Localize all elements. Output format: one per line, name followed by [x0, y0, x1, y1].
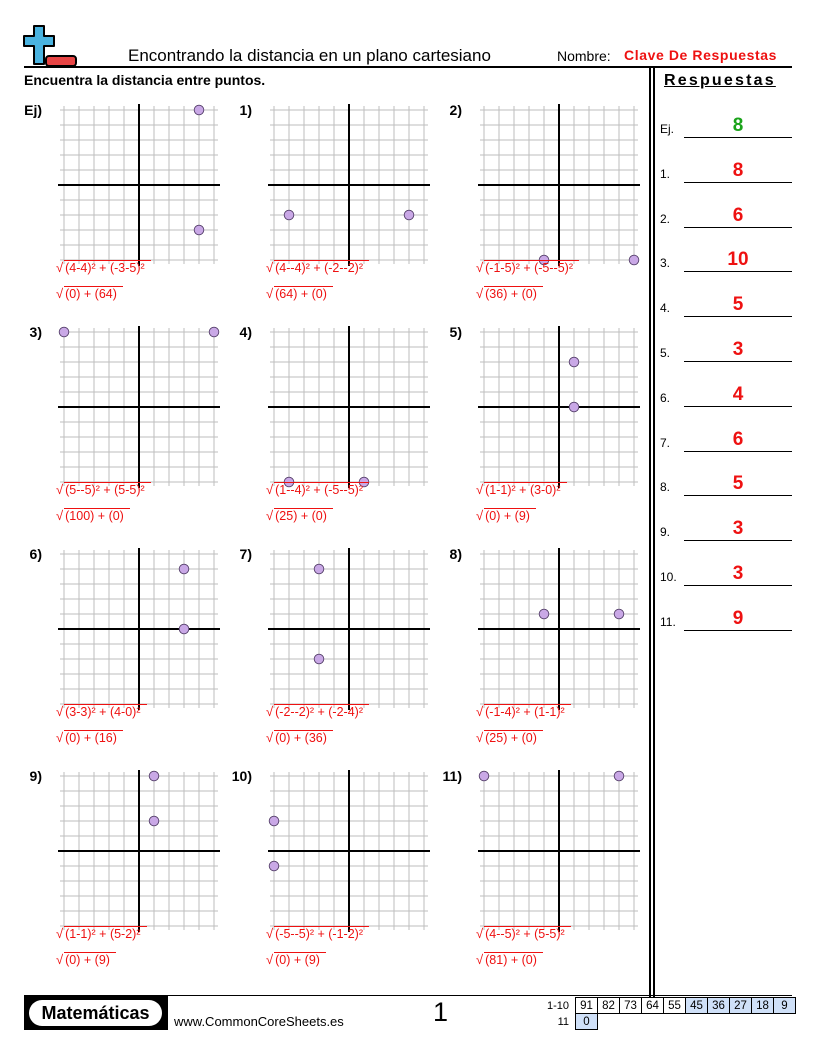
square-root-icon: √	[56, 926, 64, 941]
plotted-point	[269, 861, 279, 871]
plotted-point	[539, 609, 549, 619]
answer-row	[660, 287, 792, 317]
plotted-point	[179, 624, 189, 634]
plotted-point	[284, 210, 294, 220]
coordinate-grid	[268, 326, 430, 488]
distance-formula: √ (1-1)² + (5-2)²	[56, 926, 147, 942]
distance-formula: √ (-1-5)² + (-5--5)²	[476, 260, 579, 276]
coordinate-grid	[478, 548, 640, 710]
problem-2	[420, 102, 620, 312]
score-cell: 0	[576, 1014, 598, 1030]
coordinate-grid	[58, 770, 220, 932]
answer-value: 3	[732, 563, 744, 584]
answer-value: 5	[732, 294, 744, 316]
square-root-icon: √	[476, 926, 484, 941]
plotted-point	[614, 771, 624, 781]
distance-simplified: √ (25) + (0)	[266, 508, 333, 524]
square-root-icon: √	[266, 508, 274, 523]
plotted-point	[404, 210, 414, 220]
answer-value: 10	[727, 249, 749, 271]
plotted-point	[629, 255, 639, 265]
square-root-icon: √	[56, 704, 64, 719]
square-root-icon: √	[56, 730, 64, 745]
answer-blank[interactable]	[684, 451, 792, 452]
answer-row	[660, 422, 792, 452]
answer-value: 8	[732, 159, 744, 181]
plotted-point	[149, 771, 159, 781]
answer-blank[interactable]	[684, 406, 792, 407]
square-root-icon: √	[476, 508, 484, 523]
distance-simplified: √ (0) + (9)	[476, 508, 536, 524]
answer-number: 3.	[660, 256, 671, 271]
answer-blank[interactable]	[684, 495, 792, 496]
problem-number: 3)	[29, 324, 42, 340]
score-table	[528, 997, 796, 1030]
problem-9	[0, 768, 200, 978]
problem-6	[0, 546, 200, 756]
distance-simplified: √ (81) + (0)	[476, 952, 543, 968]
score-cell: 36	[708, 998, 730, 1014]
problem-number: 5)	[449, 324, 462, 340]
answer-row	[660, 511, 792, 541]
plotted-point	[314, 564, 324, 574]
answer-value: 6	[732, 428, 744, 450]
score-cell: 45	[686, 998, 708, 1014]
answer-value: 9	[732, 607, 744, 629]
distance-simplified: √ (100) + (0)	[56, 508, 130, 524]
answer-row	[660, 108, 792, 138]
plotted-point	[149, 816, 159, 826]
score-cell: 9	[774, 998, 796, 1014]
answer-row	[660, 198, 792, 228]
page-title: Encontrando la distancia en un plano cartesiano	[128, 46, 491, 65]
answer-number: 10.	[660, 570, 677, 584]
answer-value: 8	[732, 115, 744, 136]
answer-row	[660, 556, 792, 586]
distance-formula: √ (-1-4)² + (1-1)²	[476, 704, 571, 720]
distance-simplified: √ (0) + (9)	[266, 952, 326, 968]
score-cell: 82	[598, 998, 620, 1014]
answer-blank[interactable]	[684, 227, 792, 228]
answer-row	[660, 242, 792, 272]
column-divider	[649, 67, 651, 997]
score-row-label: 1-10	[546, 999, 569, 1012]
square-root-icon: √	[476, 482, 484, 497]
answer-row	[660, 466, 792, 496]
problem-1	[210, 102, 410, 312]
plotted-point	[569, 402, 579, 412]
distance-formula: √ (1-1)² + (3-0)²	[476, 482, 567, 498]
square-root-icon: √	[476, 286, 484, 301]
answer-number: 4.	[660, 301, 671, 316]
problem-number: 1)	[239, 102, 252, 118]
square-root-icon: √	[476, 952, 484, 967]
square-root-icon: √	[266, 926, 274, 941]
answer-value: 6	[732, 204, 744, 226]
plus-minus-logo-icon	[22, 24, 80, 68]
distance-simplified: √ (0) + (16)	[56, 730, 123, 746]
answer-number: 9.	[660, 525, 671, 540]
score-cell: 55	[664, 998, 686, 1014]
distance-formula: √ (4-4)² + (-3-5)²	[56, 260, 151, 276]
square-root-icon: √	[56, 286, 64, 301]
problem-number: 2)	[449, 102, 462, 118]
distance-simplified: √ (0) + (36)	[266, 730, 333, 746]
problem-number: 10)	[231, 768, 252, 784]
problem-4	[210, 324, 410, 534]
coordinate-grid	[478, 326, 640, 488]
coordinate-grid	[268, 104, 430, 266]
answer-blank[interactable]	[684, 630, 792, 631]
answer-blank[interactable]	[684, 137, 792, 138]
answer-row	[660, 153, 792, 183]
square-root-icon: √	[266, 952, 274, 967]
brand-label: Matemáticas	[29, 1000, 162, 1026]
problem-8	[420, 546, 620, 756]
plotted-point	[59, 327, 69, 337]
answer-blank[interactable]	[684, 316, 792, 317]
problem-0	[0, 102, 200, 312]
score-cell: 18	[752, 998, 774, 1014]
distance-formula: √ (-5--5)² + (-1-2)²	[266, 926, 369, 942]
score-cell: 73	[620, 998, 642, 1014]
plotted-point	[179, 564, 189, 574]
distance-formula: √ (4--4)² + (-2--2)²	[266, 260, 369, 276]
plotted-point	[614, 609, 624, 619]
answer-number: 11.	[660, 614, 676, 629]
distance-formula: √ (-2--2)² + (-2-4)²	[266, 704, 369, 720]
distance-formula: √ (1--4)² + (-5--5)²	[266, 482, 369, 498]
distance-simplified: √ (64) + (0)	[266, 286, 333, 302]
answer-number: Ej.	[660, 122, 675, 136]
distance-simplified: √ (0) + (9)	[56, 952, 116, 968]
answer-number: 5.	[660, 346, 671, 360]
square-root-icon: √	[266, 260, 274, 275]
score-cell: 91	[576, 998, 598, 1014]
problem-11	[420, 768, 620, 978]
coordinate-grid	[478, 104, 640, 266]
answer-value: 4	[732, 383, 744, 405]
distance-formula: √ (5--5)² + (5-5)²	[56, 482, 151, 498]
square-root-icon: √	[266, 730, 274, 745]
name-value: Clave De Respuestas	[624, 47, 778, 63]
problem-number: 7)	[239, 546, 252, 562]
website-link[interactable]: www.CommonCoreSheets.es	[174, 1014, 344, 1029]
answer-value: 3	[732, 339, 744, 360]
coordinate-grid	[58, 104, 220, 266]
answer-blank[interactable]	[684, 271, 792, 272]
square-root-icon: √	[266, 286, 274, 301]
score-cell: 27	[730, 998, 752, 1014]
square-root-icon: √	[476, 260, 484, 275]
coordinate-grid	[58, 548, 220, 710]
problem-7	[210, 546, 410, 756]
plotted-point	[314, 654, 324, 664]
header-divider	[24, 66, 792, 68]
problem-10	[210, 768, 410, 978]
instructions: Encuentra la distancia entre puntos.	[24, 72, 266, 88]
score-row-label: 11	[557, 1015, 569, 1028]
page-number: 1	[433, 997, 449, 1027]
problem-3	[0, 324, 200, 534]
square-root-icon: √	[56, 508, 64, 523]
answer-value: 5	[732, 473, 744, 495]
answer-blank[interactable]	[684, 182, 792, 183]
problem-number: 4)	[239, 324, 252, 340]
answer-value: 3	[732, 518, 744, 540]
answer-number: 6.	[660, 390, 671, 405]
plotted-point	[479, 771, 489, 781]
answer-row	[660, 332, 792, 362]
answer-blank[interactable]	[684, 585, 792, 586]
problem-number: 6)	[29, 546, 42, 562]
coordinate-grid	[478, 770, 640, 932]
answer-number: 8.	[660, 480, 671, 495]
distance-simplified: √ (0) + (64)	[56, 286, 123, 302]
score-cell: 64	[642, 998, 664, 1014]
distance-simplified: √ (36) + (0)	[476, 286, 543, 302]
coordinate-grid	[268, 548, 430, 710]
answer-number: 2.	[660, 211, 671, 226]
distance-formula: √ (4--5)² + (5-5)²	[476, 926, 571, 942]
answer-blank[interactable]	[684, 540, 792, 541]
answer-blank[interactable]	[684, 361, 792, 362]
problem-5	[420, 324, 620, 534]
square-root-icon: √	[266, 704, 274, 719]
name-label: Nombre:	[557, 48, 611, 64]
square-root-icon: √	[56, 952, 64, 967]
square-root-icon: √	[56, 482, 64, 497]
answer-row	[660, 601, 792, 631]
square-root-icon: √	[476, 704, 484, 719]
column-divider	[653, 67, 655, 997]
problem-number: 8)	[449, 546, 462, 562]
distance-simplified: √ (25) + (0)	[476, 730, 543, 746]
coordinate-grid	[268, 770, 430, 932]
distance-formula: √ (3-3)² + (4-0)²	[56, 704, 147, 720]
answer-number: 7.	[660, 435, 671, 450]
answers-title: Respuestas	[664, 72, 776, 89]
square-root-icon: √	[56, 260, 64, 275]
problem-number: Ej)	[24, 102, 42, 118]
square-root-icon: √	[476, 730, 484, 745]
plotted-point	[194, 225, 204, 235]
problem-number: 11)	[442, 768, 462, 784]
plotted-point	[269, 816, 279, 826]
answer-number: 1.	[660, 166, 671, 181]
coordinate-grid	[58, 326, 220, 488]
plotted-point	[194, 105, 204, 115]
problem-number: 9)	[29, 768, 42, 784]
answer-row	[660, 377, 792, 407]
plotted-point	[569, 357, 579, 367]
square-root-icon: √	[266, 482, 274, 497]
